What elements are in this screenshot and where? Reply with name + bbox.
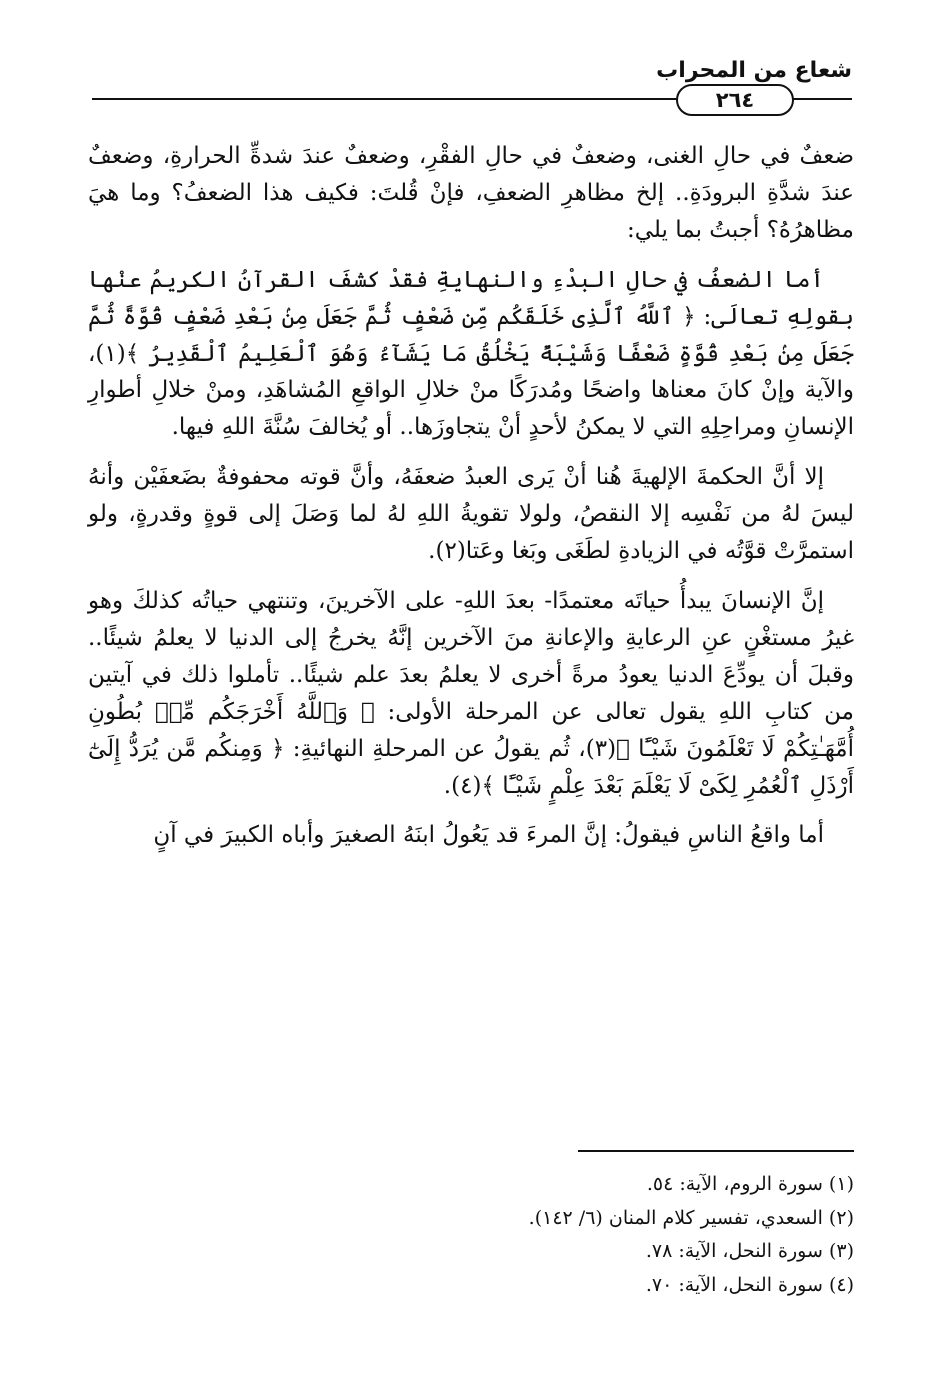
footnote-separator: [578, 1150, 854, 1152]
footnote-4: (٤) سورة النحل، الآية: ٧٠.: [645, 1273, 854, 1296]
running-title: شعاع من المحراب: [656, 58, 852, 83]
footnote-2: (٢) السعدي، تفسير كلام المنان (٦/ ١٤٢).: [528, 1206, 854, 1229]
paragraph-4: إنَّ الإنسانَ يبدأُ حياتَه معتمدًا- بعدَ اللهِ- على الآخرينَ، وتنتهي حياتُه كذلكَ وهو غيرُ مستغْنٍ عنِ الرعايةِ والإعانةِ منَ الآخرين إنَّهُ يخرجُ إلى الدنيا لا يعلمُ شيئًا.. وقبلَ أن يودِّعَ الدنيا يعودُ مرةً أخرى لا يعلمُ بعدَ علم شيئًا.. تأملوا ذلك في آيتين من كتابِ اللهِ يقول تعالى عن المرحلة الأولى: ﴿ وَٱللَّهُ أَخْرَجَكُم مِّنۢ بُطُونِ أُمَّهَـٰتِكُمْ لَا تَعْلَمُونَ شَيْـًٔا ﴾(٣)، ثُم يقولُ عن المرحلةِ النهائيةِ: ﴿ وَمِنكُم مَّن يُرَدُّ إِلَىٰٓ أَرْذَلِ ٱلْعُمُرِ لِكَىْ لَا يَعْلَمَ بَعْدَ عِلْمٍ شَيْـًٔا ﴾(٤).: [88, 587, 855, 799]
page-number-badge: ٢٦٤: [676, 84, 794, 116]
paragraph-3: إلا أنَّ الحكمةَ الإلهيةَ هُنا أنْ يَرى العبدُ ضعفَهُ، وأنَّ قوته محفوفةٌ بضَعفَيْن وأنهُ ليسَ لهُ من نَفْسِه إلا النقصُ، ولولا تقويةُ اللهِ لهُ لما وَصَلَ إلى قوةٍ وقدرةٍ، ولو استمرَّتْ قوَّتُه في الزيادةِ لطَغَى وبَغا وعَتا(٢).: [88, 464, 854, 565]
paragraph-1: ضعفٌ في حالِ الغنى، وضعفٌ في حالِ الفقْرِ، وضعفٌ عندَ شدةِّ الحرارةِ، وضعفٌ عندَ شدَّةِ البرودَةِ.. إلخ مظاهرِ الضعفِ، فإنْ قُلتَ: فكيف هذا الضعفُ؟ وما هيَ مظاهرُهُ؟ أجبتُ بما يلي:: [88, 143, 854, 243]
footnote-3: (٣) سورة النحل، الآية: ٧٨.: [645, 1240, 854, 1263]
paragraph-5: أما واقعُ الناسِ فيقولُ: إنَّ المرءَ قد يَعُولُ ابنَهُ الصغيرَ وأباه الكبيرَ في آنٍ: [153, 822, 824, 849]
paragraph-2: أما الضعفُ في حالِ البدْءِ والنهايةِ فقدْ كشفَ القرآنُ الكريمُ عنْها بقولِهِ تعالَى: ﴿ ٱللَّهُ ٱلَّذِى خَلَقَكُم مِّن ضَعْفٍ ثُمَّ جَعَلَ مِنۢ بَعْدِ ضَعْفٍ قُوَّةً ثُمَّ جَعَلَ مِنۢ بَعْدِ قُوَّةٍ ضَعْفًا وَشَيْبَةً يَخْلُقُ مَا يَشَآءُ وَهُوَ ٱلْعَلِيمُ ٱلْقَدِيرُ ﴾(١)، والآية وإنْ كانَ معناها واضحًا ومُدرَكًا منْ خلالِ الواقعِ المُشاهَدِ، ومنْ خلالِ أطوارِ الإنسانِ ومراحِلِهِ التي لا يمكنُ لأحدٍ أنْ يتجاوزَها.. أو يُخالفَ سُنَّةَ اللهِ فيها.: [88, 266, 854, 441]
footnote-1: (١) سورة الروم، الآية: ٥٤.: [646, 1173, 854, 1195]
footnotes-list: [88, 1168, 854, 1302]
body-text: [88, 138, 854, 867]
